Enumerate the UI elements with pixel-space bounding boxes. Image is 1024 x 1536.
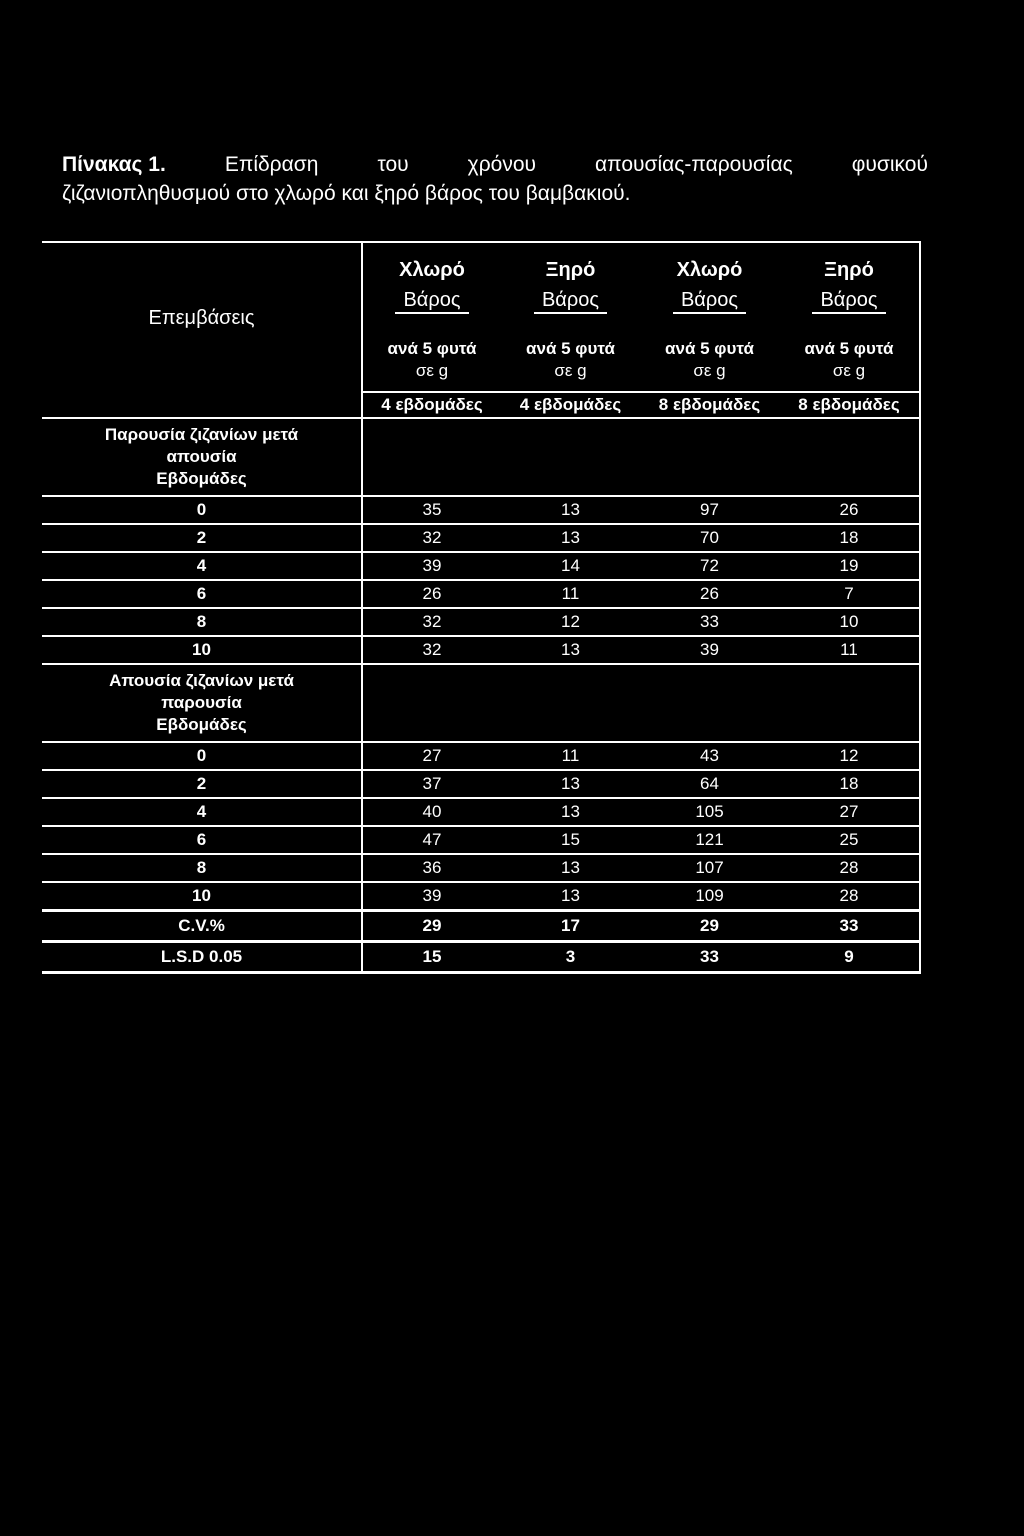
- table-row: [42, 608, 920, 636]
- col-header-unit-2: [501, 329, 640, 392]
- stat-row: [42, 911, 920, 942]
- measure-name: Ξηρό: [824, 259, 874, 281]
- table-cell: 26: [779, 496, 920, 524]
- table-cell: 11: [501, 742, 640, 770]
- col-header-unit-4: [779, 329, 920, 392]
- table-row: [42, 826, 920, 854]
- header-row-period: [42, 392, 920, 418]
- table-cell: 121: [640, 826, 779, 854]
- unit-per-plants: ανά 5 φυτά: [804, 339, 894, 358]
- measure-noun: Βάρος: [403, 289, 461, 311]
- col-header-measure-2: [501, 242, 640, 329]
- table-cell: 14: [501, 552, 640, 580]
- row-week-label: 8: [42, 608, 362, 636]
- section-label: [42, 664, 362, 742]
- table-cell: 25: [779, 826, 920, 854]
- table-cell: 36: [362, 854, 501, 882]
- table-cell: 32: [362, 608, 501, 636]
- table-cell: 11: [501, 580, 640, 608]
- table-cell: 26: [362, 580, 501, 608]
- row-week-label: 2: [42, 770, 362, 798]
- table-caption: [62, 150, 928, 208]
- table-cell: 10: [779, 608, 920, 636]
- caption-line-1: [62, 150, 928, 179]
- section-label-line: απουσία: [166, 447, 237, 466]
- table-row: [42, 552, 920, 580]
- row-week-label: 0: [42, 742, 362, 770]
- section-blank-cell: [362, 664, 920, 742]
- header-row-measure: [42, 242, 920, 329]
- table-cell: 12: [501, 608, 640, 636]
- table-cell: 35: [362, 496, 501, 524]
- stat-label: C.V.%: [42, 911, 362, 942]
- measure-noun: Βάρος: [541, 289, 600, 311]
- row-week-label: 4: [42, 798, 362, 826]
- unit-per-plants: ανά 5 φυτά: [526, 339, 615, 358]
- col-header-period-4: 8 εβδομάδες: [779, 392, 920, 418]
- table-cell: 13: [501, 798, 640, 826]
- table-cell: 11: [779, 636, 920, 664]
- section-label: [42, 418, 362, 496]
- table-row: [42, 854, 920, 882]
- table-cell: 13: [501, 854, 640, 882]
- table-cell: 27: [362, 742, 501, 770]
- unit-grams: σε g: [693, 361, 726, 380]
- row-week-label: 6: [42, 826, 362, 854]
- unit-grams: σε g: [832, 361, 866, 380]
- table-cell: 47: [362, 826, 501, 854]
- section-label-line: Εβδομάδες: [156, 469, 247, 488]
- table-cell: 40: [362, 798, 501, 826]
- section-header-row: [42, 418, 920, 496]
- section-blank-cell: [362, 418, 920, 496]
- caption-word: φυσικού: [851, 153, 928, 176]
- caption-word: απουσίας-παρουσίας: [595, 153, 793, 176]
- stat-cell: 17: [501, 911, 640, 942]
- measure-noun: Βάρος: [680, 289, 739, 311]
- col-header-period-1: 4 εβδομάδες: [362, 392, 501, 418]
- stat-cell: 29: [640, 911, 779, 942]
- table-cell: 39: [640, 636, 779, 664]
- table-cell: 107: [640, 854, 779, 882]
- stat-cell: 9: [779, 942, 920, 973]
- table-row: [42, 496, 920, 524]
- table-cell: 32: [362, 524, 501, 552]
- stat-cell: 3: [501, 942, 640, 973]
- row-week-label: 8: [42, 854, 362, 882]
- measure-noun: Βάρος: [820, 289, 878, 311]
- table-cell: 12: [779, 742, 920, 770]
- table-row: [42, 742, 920, 770]
- table-cell: 18: [779, 770, 920, 798]
- unit-grams: σε g: [554, 361, 587, 380]
- stat-row: [42, 942, 920, 973]
- caption-word: του: [377, 153, 409, 176]
- period-label-spacer: [42, 392, 362, 418]
- table-cell: 109: [640, 882, 779, 911]
- table-cell: 43: [640, 742, 779, 770]
- stat-cell: 33: [779, 911, 920, 942]
- unit-per-plants: ανά 5 φυτά: [665, 339, 754, 358]
- table-cell: 97: [640, 496, 779, 524]
- table-cell: 26: [640, 580, 779, 608]
- table-cell: 72: [640, 552, 779, 580]
- data-table: [42, 241, 921, 974]
- section-label-line: Απουσία ζιζανίων μετά: [109, 671, 294, 690]
- table-cell: 33: [640, 608, 779, 636]
- stat-label: L.S.D 0.05: [42, 942, 362, 973]
- stat-cell: 33: [640, 942, 779, 973]
- stat-cell: 15: [362, 942, 501, 973]
- section-label-line: παρουσία: [161, 693, 242, 712]
- table-cell: 64: [640, 770, 779, 798]
- col-header-unit-3: [640, 329, 779, 392]
- row-week-label: 10: [42, 636, 362, 664]
- table-cell: 37: [362, 770, 501, 798]
- table-cell: 39: [362, 552, 501, 580]
- stat-cell: 29: [362, 911, 501, 942]
- table-row: [42, 524, 920, 552]
- table-cell: 28: [779, 882, 920, 911]
- section-header-row: [42, 664, 920, 742]
- measure-name: Χλωρό: [676, 259, 743, 281]
- caption-lead: Πίνακας 1.: [62, 153, 166, 176]
- row-week-label: 4: [42, 552, 362, 580]
- table-cell: 7: [779, 580, 920, 608]
- table-row: [42, 580, 920, 608]
- corner-label: Επεμβάσεις: [42, 242, 362, 392]
- row-week-label: 0: [42, 496, 362, 524]
- row-week-label: 6: [42, 580, 362, 608]
- table-cell: 28: [779, 854, 920, 882]
- col-header-period-3: 8 εβδομάδες: [640, 392, 779, 418]
- row-week-label: 10: [42, 882, 362, 911]
- table-cell: 18: [779, 524, 920, 552]
- unit-per-plants: ανά 5 φυτά: [387, 339, 477, 358]
- table-cell: 105: [640, 798, 779, 826]
- caption-word: χρόνου: [467, 153, 536, 176]
- table-cell: 19: [779, 552, 920, 580]
- col-header-unit-1: [362, 329, 501, 392]
- table-cell: 32: [362, 636, 501, 664]
- table-cell: 13: [501, 524, 640, 552]
- section-label-line: Παρουσία ζιζανίων μετά: [104, 425, 299, 444]
- caption-word: Επίδραση: [224, 153, 319, 176]
- table-row: [42, 636, 920, 664]
- table-row: [42, 798, 920, 826]
- col-header-measure-3: [640, 242, 779, 329]
- caption-line-2: ζιζανιοπληθυσμού στο χλωρό και ξηρό βάρος του βαμβακιού.: [62, 182, 631, 205]
- unit-grams: σε g: [415, 361, 449, 380]
- table-cell: 13: [501, 882, 640, 911]
- table-cell: 15: [501, 826, 640, 854]
- table-cell: 27: [779, 798, 920, 826]
- measure-name: Ξηρό: [545, 259, 596, 281]
- col-header-measure-4: [779, 242, 920, 329]
- col-header-measure-1: [362, 242, 501, 329]
- col-header-period-2: 4 εβδομάδες: [501, 392, 640, 418]
- measure-name: Χλωρό: [399, 259, 465, 281]
- table-row: [42, 770, 920, 798]
- row-week-label: 2: [42, 524, 362, 552]
- section-label-line: Εβδομάδες: [156, 715, 247, 734]
- table-cell: 70: [640, 524, 779, 552]
- table-cell: 39: [362, 882, 501, 911]
- table-cell: 13: [501, 496, 640, 524]
- table-cell: 13: [501, 770, 640, 798]
- table-cell: 13: [501, 636, 640, 664]
- table-row: [42, 882, 920, 911]
